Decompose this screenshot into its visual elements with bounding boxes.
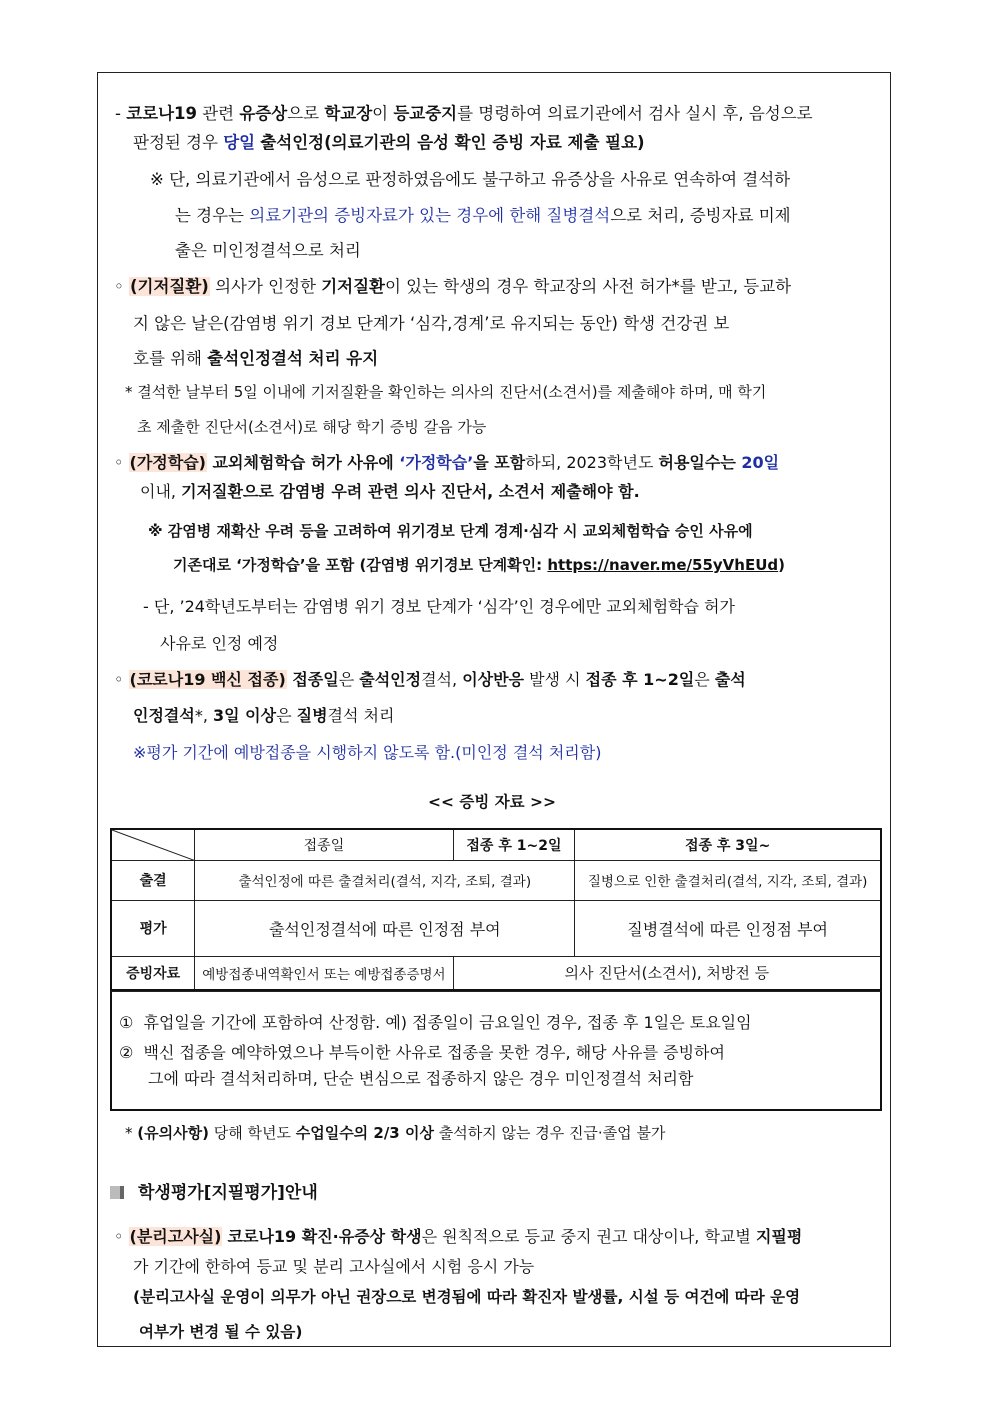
- chronic-line-2: 지 않은 날은(감염병 위기 경보 단계가 ‘심각,경계’로 유지되는 동안) 학생 건강권 보: [133, 314, 730, 333]
- exam-room-line-2: 가 기간에 한하여 등교 및 분리 고사실에서 시험 응시 가능: [133, 1257, 535, 1276]
- vaccine-note: ※평가 기간에 예방접종을 시행하지 않도록 함.(미인정 결석 처리함): [133, 743, 602, 762]
- home-study-note-1: ※ 감염병 재확산 우려 등을 고려하여 위기경보 단계 경계·심각 시 교외체험학습 승인 사유에: [148, 522, 753, 540]
- evidence-table: [110, 828, 882, 991]
- chronic-footnote-2: 초 제출한 진단서(소견서)로 해당 학기 증빙 갈음 가능: [137, 418, 487, 436]
- note-item-continued: 그에 따라 결석처리하며, 단순 변심으로 접종하지 않은 경우 미인정결석 처리함: [148, 1069, 694, 1088]
- exam-room-line-4: 여부가 변경 될 수 있음): [139, 1323, 303, 1341]
- table-header-row: [111, 829, 881, 860]
- diagonal-cell: [111, 829, 195, 860]
- note-item: ② 백신 접종을 예약하였으나 부득이한 사유로 접종을 못한 경우, 해당 사유를 증빙하여: [119, 1043, 725, 1062]
- vaccine-line-1: ◦ (코로나19 백신 접종) 접종일은 출석인정결석, 이상반응 발생 시 접종 후 1~2일은 출석: [114, 670, 746, 689]
- table-row: [111, 956, 881, 990]
- evidence-title: << 증빙 자료 >>: [428, 793, 557, 811]
- covid-note-line-3: 출은 미인정결석으로 처리: [175, 241, 361, 260]
- home-study-dash-1: - 단, ’24학년도부터는 감염병 위기 경보 단계가 ‘심각’인 경우에만 교외체험학습 허가: [143, 597, 735, 616]
- table-cell: 질병결석에 따른 인정점 부여: [575, 900, 881, 956]
- covid-symptom-line-2: 판정된 경우 당일 출석인정(의료기관의 음성 확인 증빙 자료 제출 필요): [133, 133, 645, 152]
- covid-note-line-2: 는 경우는 의료기관의 증빙자료가 있는 경우에 한해 질병결석으로 처리, 증빙자료 미제: [175, 206, 791, 225]
- exam-room-line-1: ◦ (분리고사실) 코로나19 확진·유증상 학생은 원칙적으로 등교 중지 권고 대상이나, 학교별 지필평: [114, 1227, 803, 1246]
- note-item: ① 휴업일을 기간에 포함하여 산정함. 예) 접종일이 금요일인 경우, 접종 후 1일은 토요일임: [119, 1013, 752, 1032]
- caution-line: * (유의사항) 당해 학년도 수업일수의 2/3 이상 출석하지 않는 경우 진급·졸업 불가: [125, 1124, 666, 1142]
- exam-room-line-3: (분리고사실 운영이 의무가 아닌 권장으로 변경됨에 따라 확진자 발생률, 시설 등 여건에 따라 운영: [133, 1288, 801, 1306]
- table-cell: 의사 진단서(소견서), 처방전 등: [453, 956, 881, 990]
- naver-link[interactable]: https://naver.me/55yVhEUd: [547, 556, 779, 574]
- square-bullet-icon: [110, 1186, 124, 1199]
- covid-symptom-line-1: - 코로나19 관련 유증상으로 학교장이 등교중지를 명령하여 의료기관에서 검사 실시 후, 음성으로: [115, 104, 813, 123]
- row-label: 평가: [111, 900, 195, 956]
- chronic-footnote-1: * 결석한 날부터 5일 이내에 기저질환을 확인하는 의사의 진단서(소견서)를 제출해야 하며, 매 학기: [125, 383, 767, 401]
- header-vaccination-day: 접종일: [195, 829, 453, 860]
- row-label: 출결: [111, 860, 195, 900]
- home-study-line-2: 이내, 기저질환으로 감염병 우려 관련 의사 진단서, 소견서 제출해야 함.: [140, 482, 640, 501]
- table-row: [111, 900, 881, 956]
- diagonal-line: [112, 830, 196, 861]
- chronic-line-1: ◦ (기저질환) 의사가 인정한 기저질환이 있는 학생의 경우 학교장의 사전 허가*를 받고, 등교하: [114, 277, 792, 296]
- row-label: 증빙자료: [111, 956, 195, 990]
- home-study-dash-2: 사유로 인정 예정: [160, 634, 279, 653]
- header-day-3: 접종 후 3일~: [575, 829, 881, 860]
- covid-note-line-1: ※ 단, 의료기관에서 음성으로 판정하였음에도 불구하고 유증상을 사유로 연속하여 결석하: [150, 170, 791, 189]
- table-cell: 질병으로 인한 출결처리(결석, 지각, 조퇴, 결과): [575, 860, 881, 900]
- section-heading: 학생평가[지필평가]안내: [110, 1183, 318, 1203]
- table-cell: 예방접종내역확인서 또는 예방접종증명서: [195, 956, 453, 990]
- chronic-line-3: 호를 위해 출석인정결석 처리 유지: [133, 349, 379, 368]
- home-study-line-1: ◦ (가정학습) 교외체험학습 허가 사유에 ‘가정학습’을 포함하되, 2023학년도 허용일수는 20일: [114, 453, 780, 472]
- table-cell: 출석인정에 따른 출결처리(결석, 지각, 조퇴, 결과): [195, 860, 575, 900]
- table-cell: 출석인정결석에 따른 인정점 부여: [195, 900, 575, 956]
- home-study-note-2: 기존대로 ‘가정학습’을 포함 (감염병 위기경보 단계확인: https://naver.me/55yVhEUd): [173, 556, 785, 574]
- header-day-1-2: 접종 후 1~2일: [453, 829, 575, 860]
- table-row: [111, 860, 881, 900]
- vaccine-line-2: 인정결석*, 3일 이상은 질병결석 처리: [133, 706, 395, 725]
